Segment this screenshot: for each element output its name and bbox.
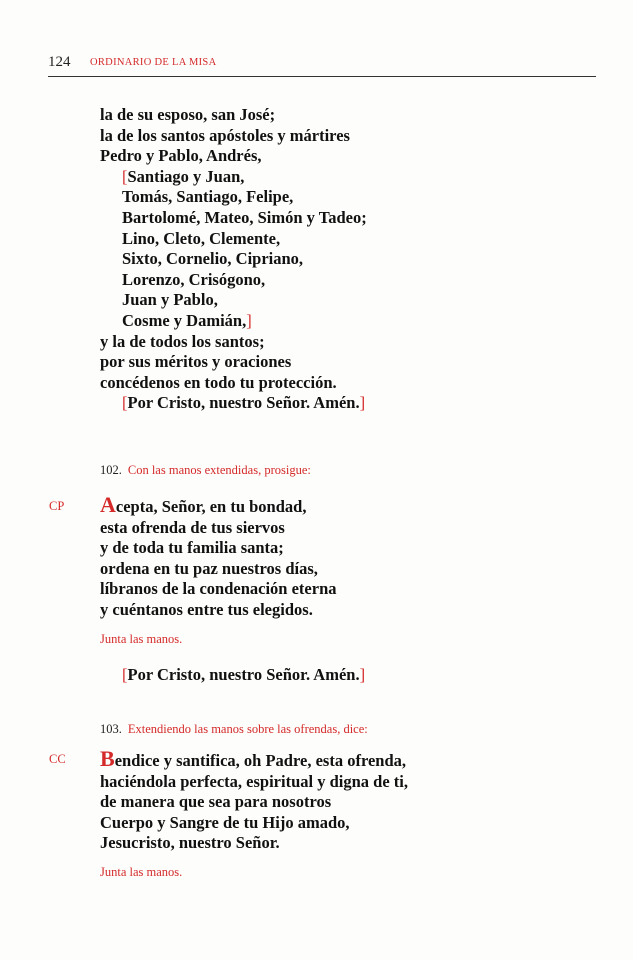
intercession-text [100,105,367,414]
side-label-cp: CP [49,499,65,513]
section-number: 103. [100,722,122,736]
note-103: Junta las manos. [100,865,183,879]
note-102: Junta las manos. [100,632,183,646]
initial-letter: A [100,492,116,517]
text-line: Juan y Pablo, [122,290,218,310]
page-header [48,54,596,77]
text-line: y la de todos los santos; [100,331,265,351]
rubric-103: 103. Extendiendo las manos sobre las ofrendas, dice: [100,722,368,736]
conclusion-line: [Por Cristo, nuestro Señor. Amén.] [122,665,366,684]
text-line: Bartolomé, Mateo, Simón y Tadeo; [122,207,367,227]
conclusion-line: [Por Cristo, nuestro Señor. Amén.] [122,393,366,413]
running-head: ORDINARIO DE LA MISA [90,57,217,68]
text-line: Cosme y Damián,] [122,310,252,330]
prayer-text-102 [100,494,337,621]
text-line: Acepta, Señor, en tu bondad, [100,492,307,517]
text-line: [Santiago y Juan, [122,166,245,186]
text-line: Cuerpo y Sangre de tu Hijo amado, [100,812,350,832]
text-line: Pedro y Pablo, Andrés, [100,146,262,166]
text-line: Bendice y santifica, oh Padre, esta ofrenda, [100,746,407,771]
text-line: por sus méritos y oraciones [100,352,292,372]
text-line: haciéndola perfecta, espiritual y digna de ti, [100,771,408,791]
text-line: la de los santos apóstoles y mártires [100,125,350,145]
text-line: esta ofrenda de tus siervos [100,517,285,537]
bracket-open: [ [122,166,128,186]
page-number: 124 [48,54,71,70]
section-number: 102. [100,463,122,477]
text-line: y de toda tu familia santa; [100,538,284,558]
text-line: líbranos de la condenación eterna [100,579,337,599]
text-line: y cuéntanos entre tus elegidos. [100,599,313,619]
text-line: Jesucristo, nuestro Señor. [100,833,280,853]
text-line: de manera que sea para nosotros [100,792,332,812]
text-line: la de su esposo, san José; [100,105,276,124]
text-line: Sixto, Cornelio, Cipriano, [122,249,304,269]
initial-letter: B [100,746,115,771]
text-line: concédenos en todo tu protección. [100,372,337,392]
text-line: Lino, Cleto, Clemente, [122,228,281,248]
text-line: Tomás, Santiago, Felipe, [122,187,294,207]
text-line: Lorenzo, Crisógono, [122,269,266,289]
bracket-close: ] [246,310,252,330]
text-line: ordena en tu paz nuestros días, [100,558,318,578]
rubric-102: 102. Con las manos extendidas, prosigue: [100,463,311,477]
side-label-cc: CC [49,752,66,766]
prayer-text-103 [100,748,408,854]
